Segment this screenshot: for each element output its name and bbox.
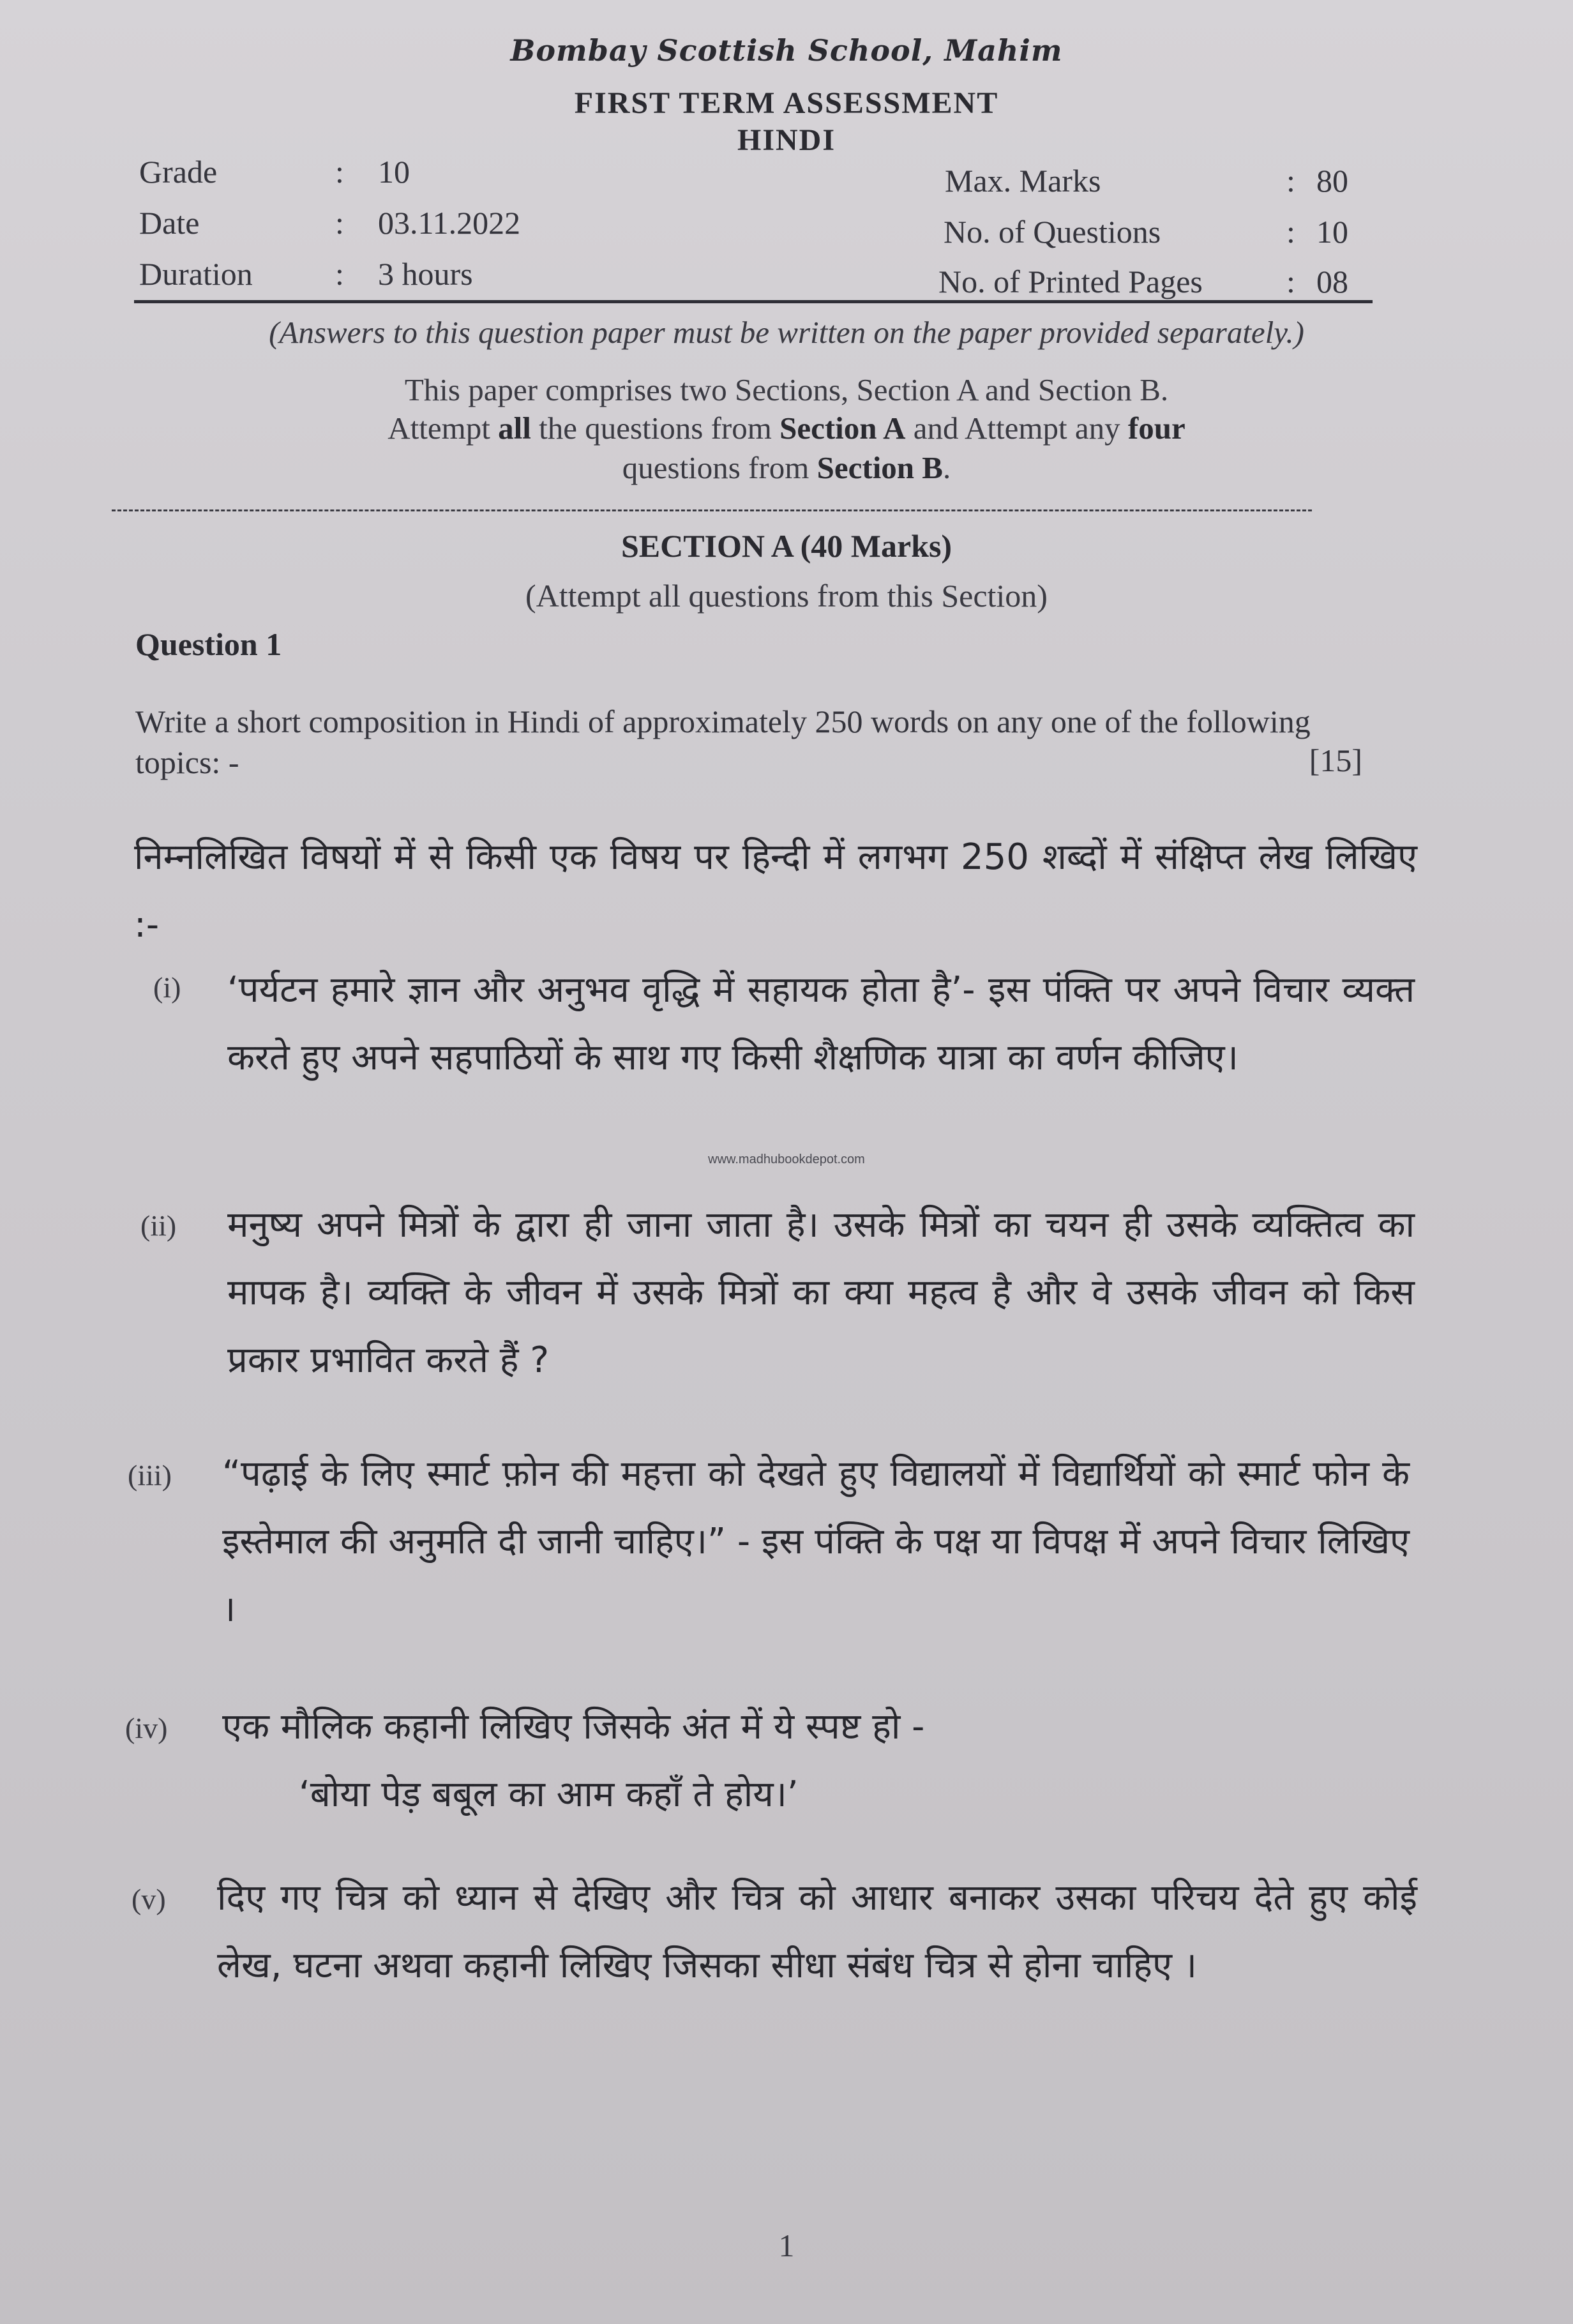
topic-item-text: दिए गए चित्र को ध्यान से देखिए और चित्र को आधार बनाकर उसका परिचय देते हुए कोई लेख, घटना अथवा कहानी लिखिए जिसका सीधा संबंध चित्र से होना चाहिए । (217, 1877, 1417, 1986)
meta-colon: : (335, 154, 344, 190)
dashed-divider (112, 509, 1312, 511)
answers-note: (Answers to this question paper must be written on the paper provided separately.) (269, 315, 1304, 350)
topic-item-quote: ‘बोया पेड़ बबूल का आम कहाँ ते होय।’ (299, 1774, 799, 1815)
topic-item-text: ‘पर्यटन हमारे ज्ञान और अनुभव वृद्धि में सहायक होता है’- इस पंक्ति पर अपने विचार व्यक्त करते हुए अपने सहपाठियों के साथ गए किसी शैक्षणिक यात्रा का वर्णन कीजिए। (227, 969, 1415, 1078)
topic-item-text: “पढ़ाई के लिए स्मार्ट फ़ोन की महत्ता को देखते हुए विद्यालयों में विद्यार्थियों को स्मार्ट फोन के इस्तेमाल की अनुमति दी जानी चाहिए।” - इस पंक्ति के पक्ष या विपक्ष में अपने विचार लिखिए । (222, 1453, 1410, 1630)
header-divider (134, 300, 1373, 303)
questions-count-value: 10 (1316, 214, 1348, 250)
item-number: (i) (153, 971, 181, 1004)
watermark-text: www.madhubookdepot.com (708, 1152, 865, 1166)
question-english-text: Write a short composition in Hindi of approximately 250 words on any one of the following topics: - (135, 704, 1311, 780)
item-number: (ii) (140, 1209, 177, 1242)
instruction-line-3: questions from Section B. (622, 450, 951, 485)
max-marks-value: 80 (1316, 163, 1348, 199)
meta-colon: : (335, 205, 344, 241)
question-marks: [15] (1309, 743, 1362, 778)
duration-value: 3 hours (378, 256, 473, 292)
printed-pages-value: 08 (1316, 264, 1348, 299)
meta-colon: : (1286, 163, 1295, 199)
grade-value: 10 (378, 154, 410, 190)
printed-pages-label: No. of Printed Pages (938, 264, 1203, 299)
date-value: 03.11.2022 (378, 205, 521, 241)
page-number: 1 (778, 2228, 795, 2263)
questions-count-label: No. of Questions (944, 214, 1161, 250)
question-label: Question 1 (135, 626, 282, 662)
instruction-line-1: This paper comprises two Sections, Section A and Section B. (404, 372, 1169, 407)
meta-colon: : (335, 256, 344, 292)
grade-label: Grade (139, 154, 218, 190)
assessment-title: FIRST TERM ASSESSMENT (574, 86, 999, 120)
instruction-line-2: Attempt all the questions from Section A and Attempt any four (388, 411, 1185, 446)
topic-item-text: मनुष्य अपने मित्रों के द्वारा ही जाना जाता है। उसके मित्रों का चयन ही उसके व्यक्तित्व का मापक है। व्यक्ति के जीवन में उसके मित्रों का क्या महत्व है और वे उसके जीवन को किस प्रकार प्रभावित करते हैं ? (227, 1204, 1415, 1381)
duration-label: Duration (139, 256, 253, 292)
question-hindi-intro: निम्नलिखित विषयों में से किसी एक विषय पर हिन्दी में लगभग 250 शब्दों में संक्षिप्त लेख लिखिए :- (134, 836, 1417, 946)
item-number: (iii) (128, 1459, 172, 1491)
subject-title: HINDI (737, 123, 836, 157)
section-heading: SECTION A (40 Marks) (621, 528, 952, 564)
section-subheading: (Attempt all questions from this Section) (525, 578, 1048, 614)
date-label: Date (139, 205, 200, 241)
topic-item-text: एक मौलिक कहानी लिखिए जिसके अंत में ये स्पष्ट हो - (222, 1706, 925, 1747)
item-number: (iv) (125, 1712, 168, 1744)
meta-colon: : (1286, 214, 1295, 250)
max-marks-label: Max. Marks (945, 163, 1101, 199)
meta-colon: : (1286, 264, 1295, 299)
school-name: Bombay Scottish School, Mahim (510, 33, 1063, 68)
item-number: (v) (132, 1883, 166, 1915)
